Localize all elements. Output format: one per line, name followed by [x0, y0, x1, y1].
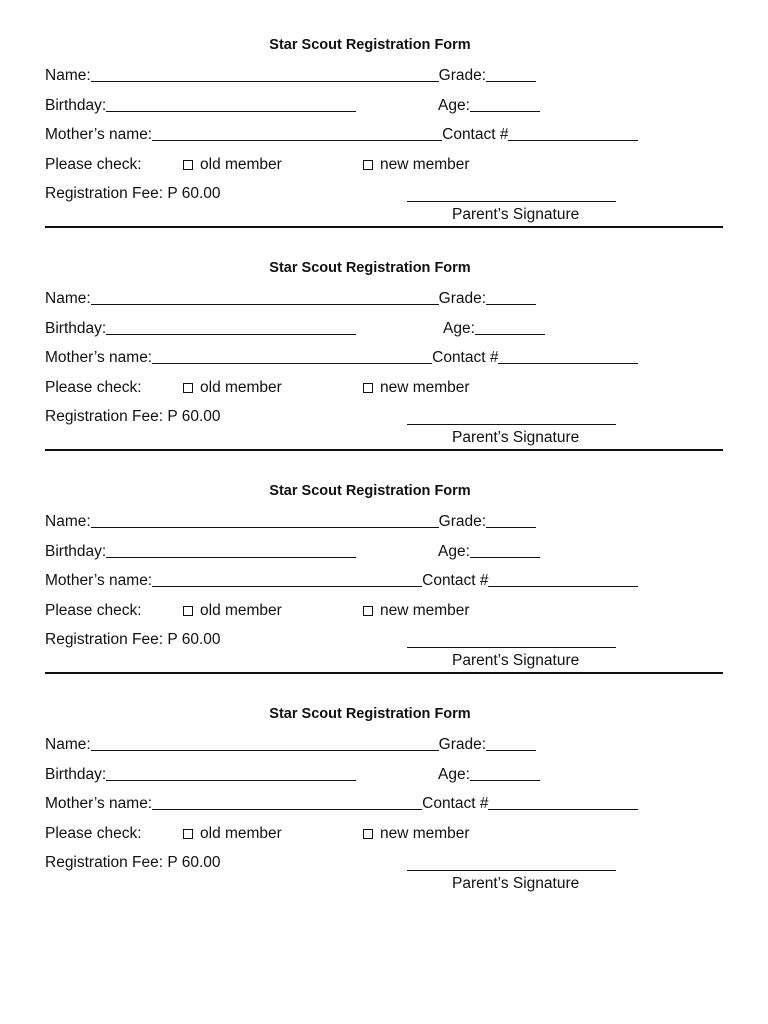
old-member-option[interactable] [183, 601, 282, 621]
birthday-row [45, 96, 356, 116]
age-label: Age: [438, 543, 470, 560]
please-check-label: Please check: [45, 825, 142, 842]
age-row [443, 319, 545, 339]
new-member-label: new member [380, 156, 470, 173]
signature-line[interactable] [407, 647, 616, 648]
grade-field[interactable] [486, 67, 536, 82]
mother-row [45, 348, 638, 368]
new-member-checkbox[interactable] [363, 829, 373, 839]
name-row [45, 735, 536, 755]
age-label: Age: [438, 97, 470, 114]
parent-signature-label: Parent’s Signature [452, 429, 580, 446]
age-field[interactable] [470, 766, 540, 781]
grade-label: Grade: [438, 290, 487, 307]
name-row [45, 66, 536, 86]
old-member-label: old member [200, 602, 282, 619]
registration-fee: Registration Fee: P 60.00 [45, 408, 221, 425]
old-member-label: old member [200, 379, 282, 396]
signature-line[interactable] [407, 424, 616, 425]
mother-name-field[interactable] [152, 126, 442, 141]
mother-name-label: Mother’s name: [45, 126, 153, 143]
new-member-checkbox[interactable] [363, 160, 373, 170]
grade-label: Grade: [438, 736, 487, 753]
new-member-label: new member [380, 379, 470, 396]
birthday-row [45, 542, 356, 562]
name-field[interactable] [91, 67, 439, 82]
old-member-checkbox[interactable] [183, 829, 193, 839]
registration-form-4 [0, 706, 768, 929]
mother-name-field[interactable] [152, 572, 422, 587]
signature-line[interactable] [407, 201, 616, 202]
birthday-label: Birthday: [45, 766, 107, 783]
contact-label: Contact # [422, 795, 489, 812]
registration-fee: Registration Fee: P 60.00 [45, 854, 221, 871]
mother-name-label: Mother’s name: [45, 572, 153, 589]
birthday-label: Birthday: [45, 543, 107, 560]
old-member-checkbox[interactable] [183, 160, 193, 170]
grade-field[interactable] [486, 736, 536, 751]
new-member-checkbox[interactable] [363, 383, 373, 393]
old-member-option[interactable] [183, 824, 282, 844]
name-label: Name: [45, 290, 91, 307]
registration-fee: Registration Fee: P 60.00 [45, 185, 221, 202]
new-member-option[interactable] [363, 601, 470, 621]
please-check-label: Please check: [45, 602, 142, 619]
grade-label: Grade: [438, 67, 487, 84]
parent-signature-label: Parent’s Signature [452, 875, 580, 892]
birthday-field[interactable] [106, 766, 356, 781]
birthday-row [45, 319, 356, 339]
old-member-option[interactable] [183, 378, 282, 398]
signature-line[interactable] [407, 870, 616, 871]
age-label: Age: [438, 766, 470, 783]
old-member-checkbox[interactable] [183, 606, 193, 616]
form-title: Star Scout Registration Form [269, 37, 471, 53]
form-title: Star Scout Registration Form [269, 706, 471, 722]
new-member-option[interactable] [363, 824, 470, 844]
contact-field[interactable] [488, 795, 638, 810]
new-member-option[interactable] [363, 378, 470, 398]
age-field[interactable] [475, 320, 545, 335]
registration-form-1 [0, 37, 768, 260]
grade-field[interactable] [486, 290, 536, 305]
mother-row [45, 125, 638, 145]
please-check-label: Please check: [45, 156, 142, 173]
parent-signature-label: Parent’s Signature [452, 652, 580, 669]
contact-label: Contact # [422, 572, 489, 589]
new-member-label: new member [380, 825, 470, 842]
new-member-option[interactable] [363, 155, 470, 175]
mother-row [45, 794, 638, 814]
parent-signature-label: Parent’s Signature [452, 206, 580, 223]
contact-field[interactable] [488, 572, 638, 587]
name-label: Name: [45, 513, 91, 530]
birthday-label: Birthday: [45, 97, 107, 114]
new-member-checkbox[interactable] [363, 606, 373, 616]
mother-row [45, 571, 638, 591]
age-field[interactable] [470, 543, 540, 558]
form-title: Star Scout Registration Form [269, 483, 471, 499]
name-row [45, 512, 536, 532]
contact-field[interactable] [498, 349, 638, 364]
age-label: Age: [443, 320, 475, 337]
contact-label: Contact # [442, 126, 509, 143]
birthday-field[interactable] [106, 543, 356, 558]
mother-name-field[interactable] [152, 795, 422, 810]
new-member-label: new member [380, 602, 470, 619]
grade-field[interactable] [486, 513, 536, 528]
old-member-checkbox[interactable] [183, 383, 193, 393]
old-member-option[interactable] [183, 155, 282, 175]
birthday-field[interactable] [106, 97, 356, 112]
mother-name-label: Mother’s name: [45, 349, 153, 366]
mother-name-field[interactable] [152, 349, 432, 364]
age-field[interactable] [470, 97, 540, 112]
age-row [438, 96, 540, 116]
old-member-label: old member [200, 156, 282, 173]
divider [45, 449, 723, 451]
registration-fee: Registration Fee: P 60.00 [45, 631, 221, 648]
name-label: Name: [45, 736, 91, 753]
registration-form-3 [0, 483, 768, 706]
name-field[interactable] [91, 290, 439, 305]
birthday-row [45, 765, 356, 785]
name-field[interactable] [91, 513, 439, 528]
name-row [45, 289, 536, 309]
name-field[interactable] [91, 736, 439, 751]
birthday-field[interactable] [106, 320, 356, 335]
please-check-label: Please check: [45, 379, 142, 396]
registration-form-2 [0, 260, 768, 483]
grade-label: Grade: [438, 513, 487, 530]
birthday-label: Birthday: [45, 320, 107, 337]
name-label: Name: [45, 67, 91, 84]
mother-name-label: Mother’s name: [45, 795, 153, 812]
contact-label: Contact # [432, 349, 499, 366]
contact-field[interactable] [508, 126, 638, 141]
age-row [438, 542, 540, 562]
age-row [438, 765, 540, 785]
divider [45, 672, 723, 674]
old-member-label: old member [200, 825, 282, 842]
form-title: Star Scout Registration Form [269, 260, 471, 276]
divider [45, 226, 723, 228]
